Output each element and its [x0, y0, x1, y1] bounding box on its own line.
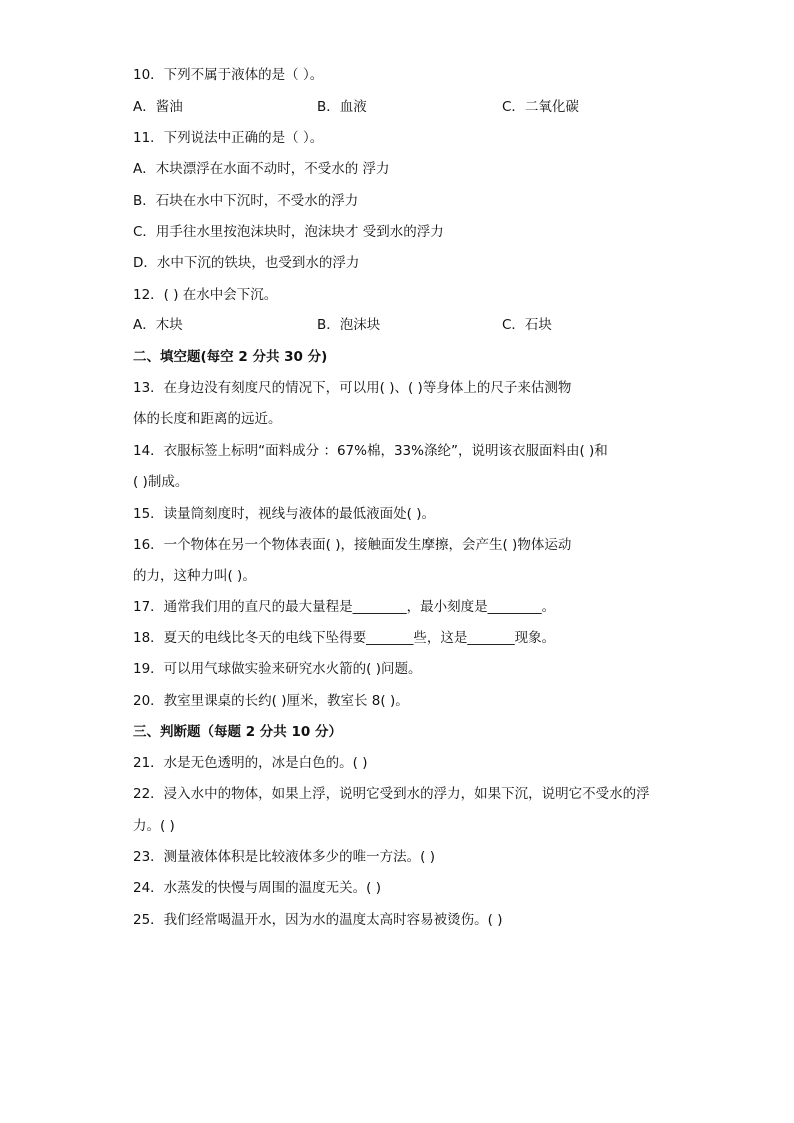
question-10-options [133, 97, 693, 117]
question-19: 19．可以用气球做实验来研究水火箭的( )问题。 [133, 661, 422, 677]
question-11: 11．下列说法中正确的是（ ）。 [133, 130, 324, 146]
question-20: 20．教室里课桌的长约( )厘米，教室长 8( )。 [133, 693, 409, 709]
question-10: 10．下列不属于液体的是（ ）。 [133, 67, 324, 83]
question-22-line-1: 22．浸入水中的物体，如果上浮，说明它受到水的浮力，如果下沉，说明它不受水的浮 [133, 786, 650, 802]
option-a: A．木块漂浮在水面不动时，不受水的 浮力 [133, 161, 390, 177]
question-22-line-2: 力。( ) [133, 818, 175, 834]
option-b: B．血液 [317, 99, 367, 115]
option-c: C．石块 [502, 317, 552, 333]
question-13-line-1: 13．在身边没有刻度尺的情况下，可以用( )、( )等身体上的尺子来估测物 [133, 380, 572, 396]
section-heading-fill-blank: 二、填空题(每空 2 分共 30 分) [133, 349, 328, 365]
option-c: C．二氧化碳 [502, 99, 579, 115]
question-17: 17．通常我们用的直尺的最大量程是________，最小刻度是________。 [133, 599, 556, 615]
option-d: D．水中下沉的铁块，也受到水的浮力 [133, 255, 360, 271]
question-15: 15．读量筒刻度时，视线与液体的最低液面处( )。 [133, 506, 436, 522]
question-21: 21．水是无色透明的，冰是白色的。( ) [133, 755, 368, 771]
option-b: B．泡沫块 [317, 317, 381, 333]
question-14-line-2: ( )制成。 [133, 474, 189, 490]
option-b: B．石块在水中下沉时，不受水的浮力 [133, 193, 359, 209]
question-25: 25．我们经常喝温开水，因为水的温度太高时容易被烫伤。( ) [133, 912, 503, 928]
question-23: 23．测量液体体积是比较液体多少的唯一方法。( ) [133, 849, 436, 865]
question-16-line-1: 16．一个物体在另一个物体表面( )，接触面发生摩擦，会产生( )物体运动 [133, 537, 572, 553]
question-24: 24．水蒸发的快慢与周围的温度无关。( ) [133, 880, 382, 896]
question-13-line-2: 体的长度和距离的远近。 [133, 411, 282, 427]
option-c: C．用手往水里按泡沫块时，泡沫块才 受到水的浮力 [133, 224, 444, 240]
question-18: 18．夏天的电线比冬天的电线下坠得要_______些，这是_______现象。 [133, 630, 556, 646]
question-16-line-2: 的力，这种力叫( )。 [133, 568, 256, 584]
section-heading-true-false: 三、判断题（每题 2 分共 10 分） [133, 724, 342, 740]
question-14-line-1: 14．衣服标签上标明“面料成分 ：67%棉，33%涤纶”，说明该衣服面料由( )和 [133, 443, 608, 459]
question-12-options [133, 315, 693, 335]
option-a: A．酱油 [133, 99, 183, 115]
question-12: 12．( ) 在水中会下沉。 [133, 287, 278, 303]
option-a: A．木块 [133, 317, 183, 333]
